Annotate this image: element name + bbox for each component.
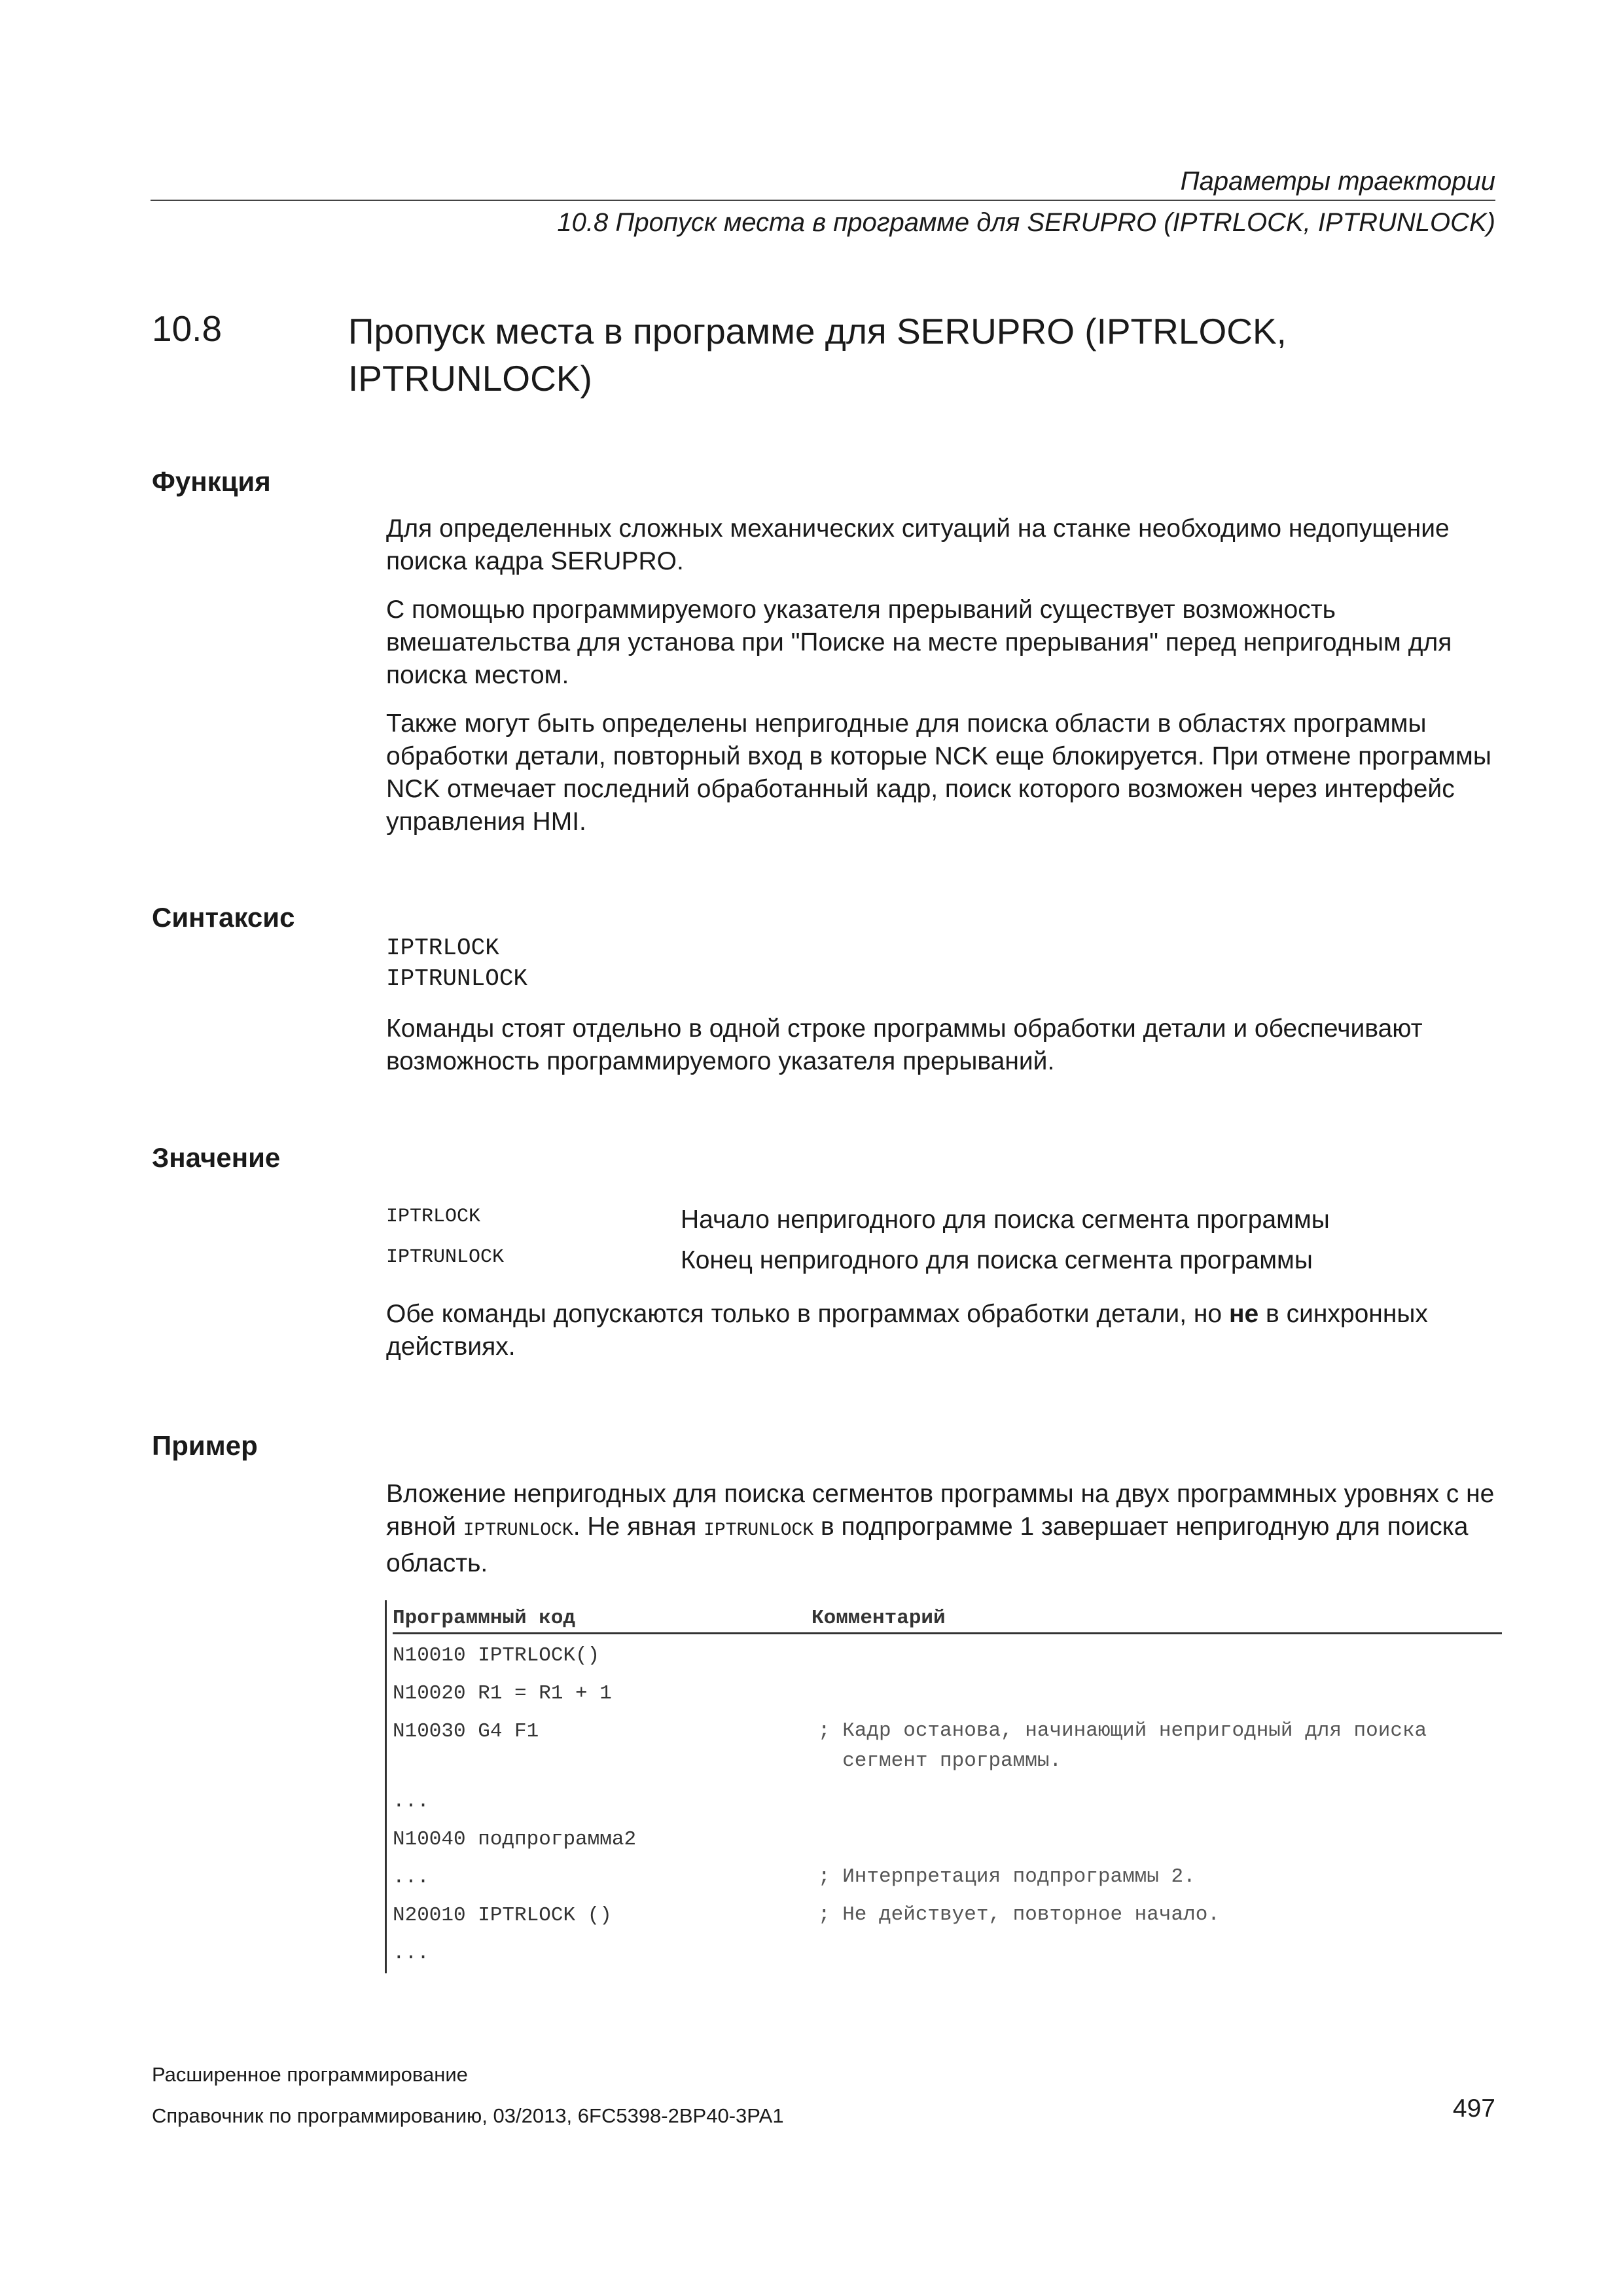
example-intro-text: в подпрограмме 1 завершает непригодную для поиска область. — [386, 1513, 1469, 1577]
example-inline-code: IPTRUNLOCK — [704, 1520, 814, 1541]
syntax-line: IPTRLOCK — [386, 935, 499, 961]
meaning-heading: Значение — [152, 1142, 281, 1173]
code-cell: N10040 подпрограмма2 — [393, 1828, 637, 1851]
meaning-note-text: Обе команды допускаются только в программах обработки детали, но — [386, 1300, 1229, 1328]
code-cell: ... — [393, 1942, 429, 1965]
comment-column-header: Комментарий — [812, 1607, 946, 1630]
example-intro-text: Вложение непригодных для поиска сегментов программы на двух программных уровнях с не явной — [386, 1480, 1495, 1541]
meaning-description: Начало непригодного для поиска сегмента программы — [681, 1206, 1330, 1234]
meaning-note — [386, 1298, 1512, 1363]
page-number: 497 — [1452, 2094, 1495, 2123]
code-cell: N10010 IPTRLOCK() — [393, 1644, 600, 1667]
running-header-section: 10.8 Пропуск места в программе для SERUPRO (IPTRLOCK, IPTRUNLOCK) — [557, 208, 1495, 237]
code-column-header: Программный код — [393, 1607, 576, 1630]
meaning-note-emphasis: не — [1228, 1300, 1259, 1328]
meaning-term: IPTRUNLOCK — [386, 1246, 505, 1268]
header-rule — [151, 200, 1495, 201]
meaning-note-text: в синхронных действиях. — [386, 1300, 1428, 1361]
section-title: Пропуск места в программе для SERUPRO (IPTRLOCK, IPTRUNLOCK) — [348, 311, 1287, 399]
code-table-bar — [385, 1600, 387, 1973]
syntax-description: Команды стоят отдельно в одной строке программы обработки детали и обеспечивают возможность программируемого указателя прерываний. — [386, 1014, 1423, 1075]
comment-cell: ; Кадр останова, начинающий непригодный для поиска сегмент программы. — [818, 1719, 1427, 1772]
syntax-line: IPTRUNLOCK — [386, 965, 528, 992]
function-paragraph: Для определенных сложных механических ситуаций на станке необходимо недопущение поиска кадра SERUPRO. — [386, 514, 1450, 575]
example-intro — [386, 1478, 1512, 1580]
function-heading: Функция — [152, 466, 271, 497]
running-header-chapter: Параметры траектории — [1180, 167, 1495, 196]
example-intro-text: . Не явная — [573, 1513, 704, 1541]
code-table — [393, 1604, 1502, 1977]
code-cell: N10030 G4 F1 — [393, 1720, 539, 1743]
code-cell: ... — [393, 1790, 429, 1813]
example-inline-code: IPTRUNLOCK — [463, 1520, 573, 1541]
section-number: 10.8 — [152, 308, 223, 349]
code-cell: N10020 R1 = R1 + 1 — [393, 1682, 612, 1705]
comment-cell: ; Интерпретация подпрограммы 2. — [818, 1865, 1196, 1888]
function-paragraph: С помощью программируемого указателя прерываний существует возможность вмешательства для установа при "Поиске на месте прерывания" перед непригодным для поиска местом. — [386, 596, 1452, 689]
code-cell: N20010 IPTRLOCK () — [393, 1904, 612, 1927]
code-cell: ... — [393, 1866, 429, 1889]
meaning-term: IPTRLOCK — [386, 1206, 481, 1228]
example-heading: Пример — [152, 1430, 258, 1461]
footer-book-title: Расширенное программирование — [152, 2063, 468, 2086]
footer-edition: Справочник по программированию, 03/2013, 6FC5398-2BP40-3PA1 — [152, 2104, 784, 2127]
meaning-description: Конец непригодного для поиска сегмента программы — [681, 1246, 1313, 1274]
syntax-heading: Синтаксис — [152, 902, 295, 933]
comment-cell: ; Не действует, повторное начало. — [818, 1903, 1220, 1926]
function-paragraph: Также могут быть определены непригодные для поиска области в областях программы обработки детали, повторный вход в которые NCK еще блокируется. При отмене программы NCK отмечает последний обработанный кадр, поиск которого возможен через интерфейс управления HMI. — [386, 709, 1491, 836]
code-table-header — [393, 1604, 1502, 1634]
function-text — [386, 512, 1512, 854]
